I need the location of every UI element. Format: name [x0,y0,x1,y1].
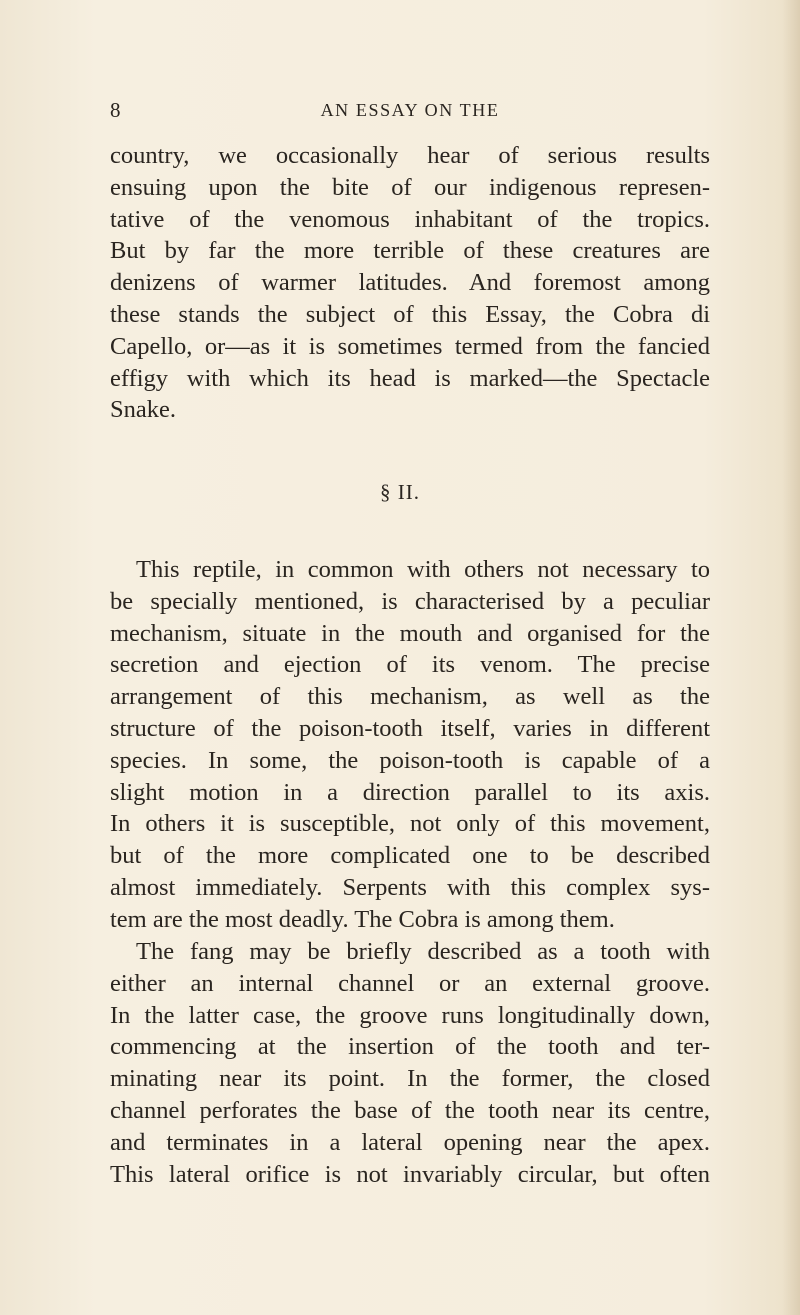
text-line: denizens of warmer latitudes. And foremost among [110,269,710,297]
text-line: channel perforates the base of the tooth near its centre, [110,1096,710,1124]
section-heading: § II. [380,480,420,504]
paragraph-1 [110,140,710,426]
text-line: mechanism, situate in the mouth and organised for the [110,619,710,647]
text-line: Capello, or—as it is sometimes termed from the fancied [110,332,710,360]
text-line: commencing at the insertion of the tooth and ter- [110,1033,710,1061]
text-line: minating near its point. In the former, the closed [110,1065,710,1093]
text-line: The fang may be briefly described as a tooth with [136,938,710,965]
text-line: ensuing upon the bite of our indigenous represen- [110,173,710,201]
text-line: tative of the venomous inhabitant of the tropics. [110,205,710,233]
text-line: This lateral orifice is not invariably circular, but often [110,1160,710,1188]
text-line: In the latter case, the groove runs longitudinally down, [110,1001,710,1029]
page-edge-shadow [782,0,800,1315]
text-line: secretion and ejection of its venom. The precise [110,651,710,679]
paragraph-3 [110,936,710,1190]
running-head [110,98,710,126]
text-line: In others it is susceptible, not only of this movement, [110,810,710,838]
text-line: these stands the subject of this Essay, the Cobra di [110,300,710,328]
text-line: Snake. [110,396,176,424]
text-line: slight motion in a direction parallel to its axis. [110,778,710,806]
paragraph-2 [110,554,710,936]
text-line: arrangement of this mechanism, as well as the [110,683,710,711]
text-line: either an internal channel or an external groove. [110,969,710,997]
text-line: but of the more complicated one to be described [110,842,710,870]
text-line: structure of the poison-tooth itself, varies in different [110,714,710,742]
running-title: AN ESSAY ON THE [320,100,500,120]
text-line: This reptile, in common with others not necessary to [136,556,710,583]
text-line: be specially mentioned, is characterised by a peculiar [110,587,710,615]
text-line: species. In some, the poison-tooth is capable of a [110,746,710,774]
text-line: country, we occasionally hear of serious results [110,142,710,169]
text-line: effigy with which its head is marked—the Spectacle [110,364,710,392]
text-line: But by far the more terrible of these creatures are [110,237,710,265]
text-line: tem are the most deadly. The Cobra is among them. [110,905,615,933]
text-line: and terminates in a lateral opening near the apex. [110,1128,710,1156]
text-line: almost immediately. Serpents with this complex sys- [110,873,710,901]
page-number: 8 [110,98,121,122]
